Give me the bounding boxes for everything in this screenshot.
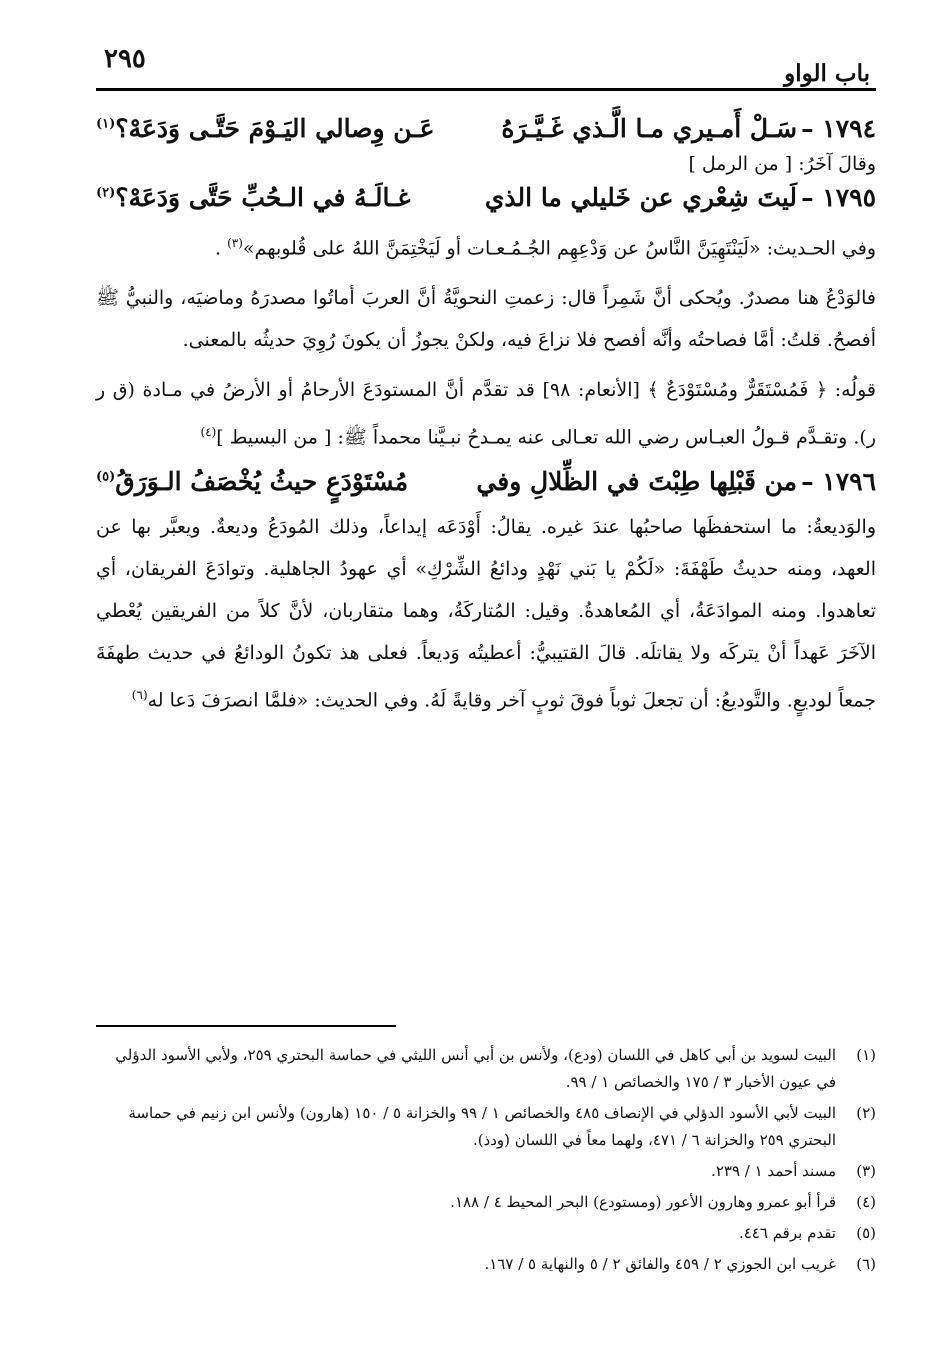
footnote-ref[interactable]: (٦) <box>131 687 148 702</box>
footnote-mark: (٢) <box>856 1104 876 1122</box>
verse-1796 <box>96 467 876 496</box>
footnote-separator <box>96 1025 396 1027</box>
verse-second-hemistich <box>96 183 410 212</box>
footnote-ref[interactable]: (٥) <box>96 469 116 485</box>
verse-second-hemistich-text: مُسْتَوْدَعٍ حيثُ يُخْصَفُ الـوَرَقُ <box>115 466 409 496</box>
verse-second-hemistich-text: غـالَـهُ في الـحُبِّ حَتَّى وَدَعَهْ؟ <box>115 183 411 212</box>
verse-first-hemistich: لَيتَ شِعْري عن خَليلي ما الذي <box>484 183 798 212</box>
verse-second-hemistich <box>96 114 435 143</box>
paragraph-wadia <box>96 506 876 721</box>
footnote-ref[interactable]: (٣) <box>227 236 243 250</box>
footnotes <box>96 1042 876 1282</box>
verse-number: ١٧٩٥ – <box>801 183 876 212</box>
verse-first-hemistich: سَـلْ أَمـيري مـا الَّـذي غَـيَّـرَهُ <box>501 114 798 143</box>
paragraph-wad: فالوَدْعُ هنا مصدرٌ. ويُحكى أنَّ شَمِراً قال: زعمتِ النحويَّةُ أنَّ العربَ أماتُوا مصدرَهُ وماضيَه، والنبيُّ ﷺ أفصحُ. قلتُ: أمَّا فصاحتُه وأنَّه أفصح فلا نزاعَ فيه، ولكنْ يجوزُ أن يكونَ رُوِيَ حديثُه بالمعنى. <box>96 287 876 352</box>
verse-1794 <box>96 114 876 143</box>
main-text <box>96 108 876 729</box>
footnote-1 <box>96 1042 876 1096</box>
footnote-text: البيت لأبي الأسود الدؤلي في الإنصاف ٤٨٥ والخصائص ١ / ٩٩ والخزانة ٥ / ١٥٠ (هارون) ولأنس ابن زنيم في حماسة البحتري ٢٥٩ والخزانة ٦ / ٤٧١، ولهما معاً في اللسان (ودذ). <box>128 1104 836 1149</box>
footnote-text: قرأ أبو عمرو وهارون الأعور (ومستودع) البحر المحيط ٤ / ١٨٨. <box>450 1193 836 1211</box>
verse-number: ١٧٩٤ – <box>801 114 876 143</box>
verse-second-hemistich <box>96 467 408 496</box>
footnote-ref[interactable]: (٤) <box>200 425 217 440</box>
footnote-ref[interactable]: (١) <box>96 116 116 132</box>
footnote-5 <box>96 1220 876 1247</box>
verse-number: ١٧٩٦ – <box>801 466 876 496</box>
footnote-2 <box>96 1100 876 1154</box>
header-rule <box>96 88 876 91</box>
paragraph-quran <box>96 369 876 458</box>
paragraph-text: قولُه: ﴿ فَمُسْتَقَرٌّ ومُسْتَوْدَعٌ ﴾ [الأنعام: ٩٨] قد تقدَّم أنَّ المستودَعَ الأرحامُ أو الأرضُ في مـادة (ق ر ر). وتقـدَّم قـولُ العبـاس رضي الله تعـالى عنه يمـدحُ نبـيَّنا محمداً ﷺ: [ من البسيط ] <box>96 379 876 449</box>
footnote-3 <box>96 1158 876 1185</box>
footnote-text: مسند أحمد ١ / ٢٣٩. <box>711 1162 836 1180</box>
verse-second-hemistich-text: عَـن وِصالي اليَـوْمَ حَتَّـى وَدَعَهْ؟ <box>115 114 435 143</box>
page-header <box>96 30 876 87</box>
footnote-6 <box>96 1251 876 1278</box>
footnote-4 <box>96 1189 876 1216</box>
footnote-mark: (٤) <box>856 1193 876 1211</box>
footnote-mark: (٦) <box>856 1255 876 1273</box>
footnote-ref[interactable]: (٢) <box>96 185 116 201</box>
chapter-title: باب الواو <box>784 60 870 87</box>
paragraph-text: وفي الحـديث: «لَيَنْتَهِيَنَّ النَّاسُ عن وَدْعِهِم الجُـمُـعـات أو لَيَخْتِمَنَّ اللهُ على قُلوبهم» <box>242 237 876 260</box>
footnote-text: غريب ابن الجوزي ٢ / ٤٥٩ والفائق ٢ / ٥ والنهاية ٥ / ١٦٧. <box>484 1255 836 1273</box>
footnote-mark: (١) <box>856 1046 876 1064</box>
verse-intro: وقالَ آخَرُ: [ من الرمل ] <box>688 153 876 175</box>
book-page <box>96 30 876 1330</box>
footnote-text: تقدم برقم ٤٤٦. <box>738 1224 836 1242</box>
footnote-mark: (٥) <box>856 1224 876 1242</box>
footnote-mark: (٣) <box>856 1162 876 1180</box>
verse-first-hemistich: من قَبْلِها طِبْتَ في الظِّلالِ وفي <box>476 466 798 496</box>
paragraph-text: والوَديعةُ: ما استحفظَها صاحبُها عندَ غيره. يقالُ: أَوْدَعَه إيداعاً، وذلك المُودَعُ وديعةٌ. ويعبَّر بها عن العهد، ومنه حديثُ طَهْفَةَ: «لَكُمْ يا بَني نَهْدٍ ودائعُ الشِّرْكِ» أي عهودُ الجاهلية. وتوادَعَ الفريقان، أي تعاهدوا. ومنه الموادَعَةُ، أي المُعاهدةُ. وقيل: المُتاركَةُ، وهما متقاربان، لأنَّ كلاً من الفريقين يُعْطي الآخَرَ عَهداً أنْ يتركَه ولا يقاتلَه. قالَ القتيبيُّ: أعطيتُه وَديعاً. فعلى هذ تكونُ الودائعُ في حديث طهفَةَ جمعاً لوديعٍ. والتَّوديعُ: أن تجعلَ ثوباً فوقَ ثوبٍ آخر وقايةً لَهُ. وفي الحديث: «فلمَّا انصرَفَ دَعا له <box>96 515 876 711</box>
paragraph-hadith: وفي الحـديث: «لَيَنْتَهِيَنَّ النَّاسُ عن وَدْعِهِم الجُـمُـعـات أو لَيَخْتِمَنَّ اللهُ على قُلوبهم»$^{(٣)}$ . <box>215 236 876 260</box>
verse-1795 <box>96 183 876 212</box>
footnote-text: البيت لسويد بن أبي كاهل في اللسان (ودع)، ولأنس بن أبي أنس الليثي في حماسة البحتري ٢٥٩، ولأبي الأسود الدؤلي في عيون الأخبار ٣ / ١٧٥ والخصائص ١ / ٩٩. <box>115 1046 836 1091</box>
page-number: ٢٩٥ <box>104 44 146 74</box>
